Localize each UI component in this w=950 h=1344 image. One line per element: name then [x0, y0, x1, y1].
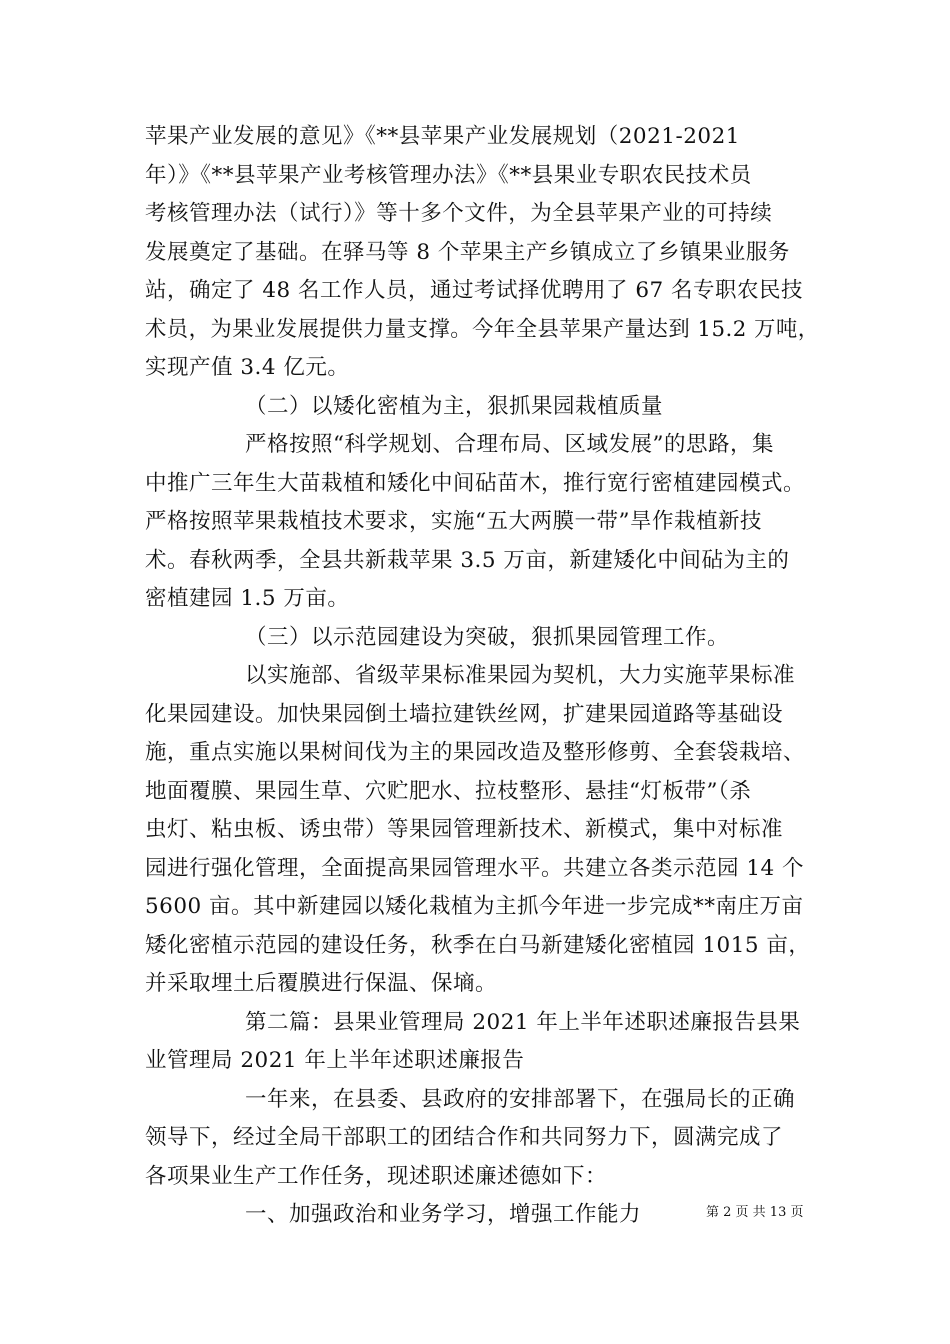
text-line: 施，重点实施以果树间伐为主的果园改造及整形修剪、全套袋栽培、 — [145, 740, 806, 765]
text-line: 园进行强化管理，全面提高果园管理水平。共建立各类示范园 14 个 — [145, 856, 805, 881]
text-line: 领导下，经过全局干部职工的团结合作和共同努力下，圆满完成了 — [145, 1125, 784, 1150]
page-number-footer: 第 2 页 共 13 页 — [706, 1205, 804, 1220]
text-line: 5600 亩。其中新建园以矮化栽植为主抓今年进一步完成**南庄万亩 — [145, 894, 804, 919]
text-line: 地面覆膜、果园生草、穴贮肥水、拉枝整形、悬挂“灯板带”（杀 — [145, 779, 752, 804]
section-heading: （三）以示范园建设为突破，狠抓果园管理工作。 — [245, 625, 730, 650]
text-line: 术。春秋两季，全县共新栽苹果 3.5 万亩，新建矮化中间砧为主的 — [145, 548, 790, 573]
text-line: 一年来，在县委、县政府的安排部署下，在强局长的正确 — [245, 1087, 796, 1112]
text-line: 实现产值 3.4 亿元。 — [145, 355, 350, 380]
chapter-heading: 第二篇：县果业管理局 2021 年上半年述职述廉报告县果 — [245, 1010, 801, 1035]
text-line: 严格按照“科学规划、合理布局、区域发展”的思路，集 — [245, 432, 774, 457]
chapter-heading-continued: 业管理局 2021 年上半年述职述廉报告 — [145, 1048, 525, 1073]
text-line: 考核管理办法（试行）》等十多个文件，为全县苹果产业的可持续 — [145, 201, 773, 226]
text-line: 站，确定了 48 名工作人员，通过考试择优聘用了 67 名专职农民技 — [145, 278, 804, 303]
section-heading: （二）以矮化密植为主，狠抓果园栽植质量 — [245, 394, 664, 419]
text-line: 术员，为果业发展提供力量支撑。今年全县苹果产量达到 15.2 万吨， — [145, 317, 820, 342]
text-line: 发展奠定了基础。在驿马等 8 个苹果主产乡镇成立了乡镇果业服务 — [145, 240, 790, 265]
text-line: 苹果产业发展的意见》《**县苹果产业发展规划（2021-2021 — [145, 124, 740, 149]
text-line: 矮化密植示范园的建设任务，秋季在白马新建矮化密植园 1015 亩， — [145, 933, 811, 958]
text-line: 年）》《**县苹果产业考核管理办法》《**县果业专职农民技术员 — [145, 163, 752, 188]
text-line: 密植建园 1.5 万亩。 — [145, 586, 350, 611]
text-line: 以实施部、省级苹果标准果园为契机，大力实施苹果标准 — [245, 663, 796, 688]
text-line: 化果园建设。加快果园倒土墙拉建铁丝网，扩建果园道路等基础设 — [145, 702, 784, 727]
text-line: 并采取埋土后覆膜进行保温、保墒。 — [145, 971, 498, 996]
text-line: 中推广三年生大苗栽植和矮化中间砧苗木，推行宽行密植建园模式。 — [145, 471, 806, 496]
section-heading: 一、加强政治和业务学习，增强工作能力 — [245, 1202, 642, 1227]
text-line: 各项果业生产工作任务，现述职述廉述德如下： — [145, 1164, 608, 1189]
text-line: 严格按照苹果栽植技术要求，实施“五大两膜一带”旱作栽植新技 — [145, 509, 762, 534]
text-line: 虫灯、粘虫板、诱虫带）等果园管理新技术、新模式，集中对标准 — [145, 817, 784, 842]
